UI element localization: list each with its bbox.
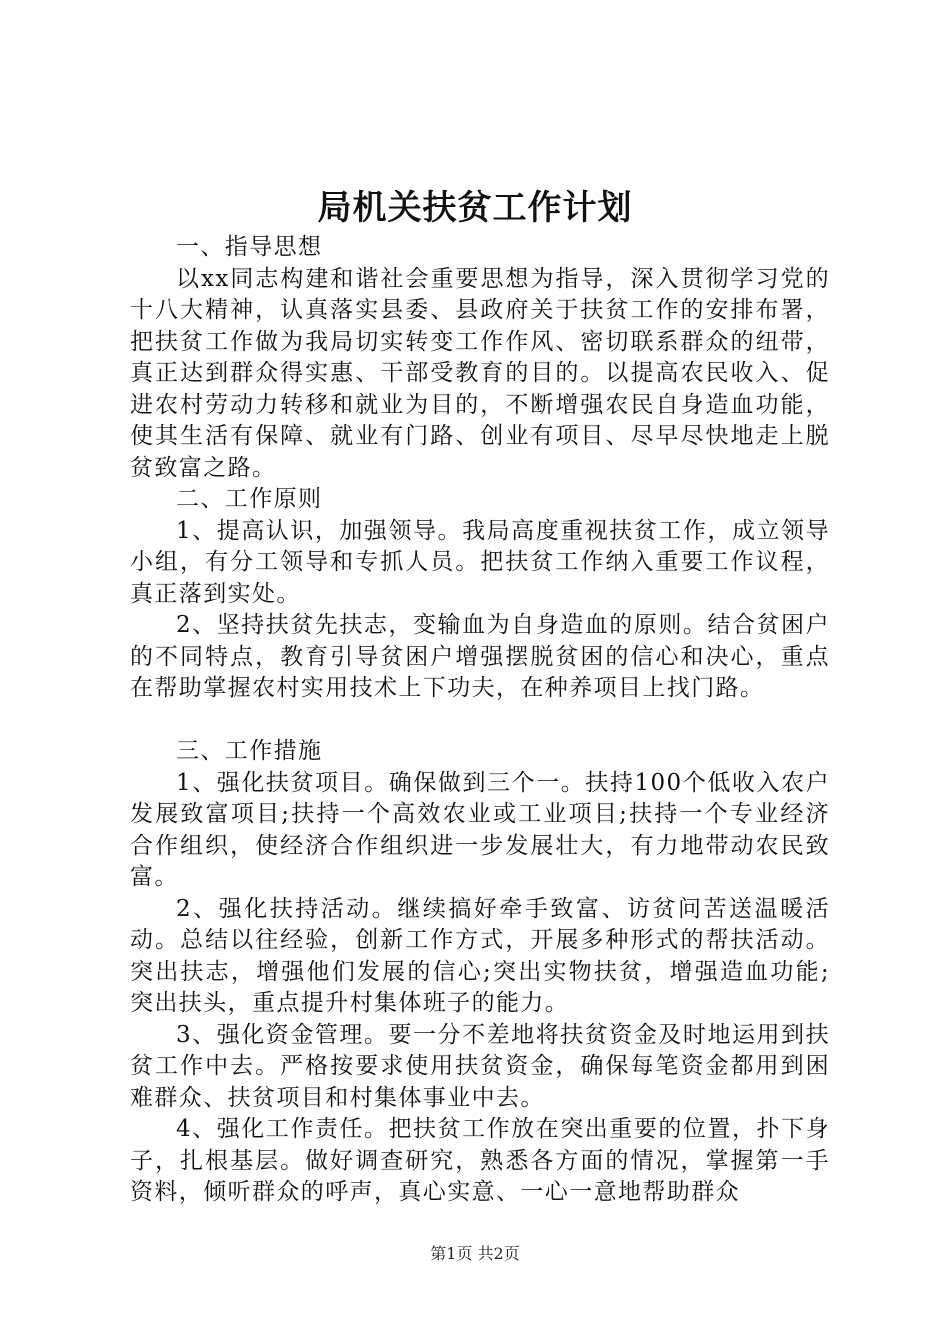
document-body: [130, 232, 830, 1209]
paragraph: 以xx同志构建和谐社会重要思想为指导，深入贯彻学习党的十八大精神，认真落实县委、县政府关于扶贫工作的安排布署，把扶贫工作做为我局切实转变工作作风、密切联系群众的纽带，真正达到群众得实惠、干部受教育的目的。以提高农民收入、促进农村劳动力转移和就业为目的，不断增强农民自身造血功能，使其生活有保障、就业有门路、创业有项目、尽早尽快地走上脱贫致富之路。: [130, 265, 830, 481]
paragraph: 3、强化资金管理。要一分不差地将扶贫资金及时地运用到扶贫工作中去。严格按要求使用扶贫资金，确保每笔资金都用到困难群众、扶贫项目和村集体事业中去。: [130, 1021, 830, 1111]
paragraph: 4、强化工作责任。把扶贫工作放在突出重要的位置，扑下身子，扎根基层。做好调查研究，熟悉各方面的情况，掌握第一手资料，倾听群众的呼声，真心实意、一心一意地帮助群众: [130, 1116, 830, 1205]
document-title: 局机关扶贫工作计划: [317, 188, 633, 228]
paragraph: 2、强化扶持活动。继续搞好牵手致富、访贫问苦送温暖活动。总结以往经验，创新工作方式，开展多种形式的帮扶活动。突出扶志，增强他们发展的信心;突出实物扶贫，增强造血功能;突出扶头，重点提升村集体班子的能力。: [130, 895, 830, 1016]
paragraph: 2、坚持扶贫先扶志，变输血为自身造血的原则。结合贫困户的不同特点，教育引导贫困户增强摆脱贫困的信心和决心，重点在帮助掌握农村实用技术上下功夫，在种养项目上找门路。: [130, 612, 830, 701]
paragraph: 1、强化扶贫项目。确保做到三个一。扶持100个低收入农户发展致富项目;扶持一个高效农业或工业项目;扶持一个专业经济合作组织，使经济合作组织进一步发展壮大，有力地带动农民致富。: [130, 769, 830, 890]
section-heading-guiding-ideology: 一、指导思想: [176, 234, 323, 260]
paragraph: 1、提高认识，加强领导。我局高度重视扶贫工作，成立领导小组，有分工领导和专抓人员。把扶贫工作纳入重要工作议程，真正落到实处。: [130, 517, 830, 607]
section-heading-work-principles: 二、工作原则: [176, 486, 323, 512]
page-number-footer: 第1页 共2页: [430, 1244, 520, 1263]
section-heading-work-measures: 三、工作措施: [176, 738, 323, 764]
blank-line: [130, 705, 830, 737]
